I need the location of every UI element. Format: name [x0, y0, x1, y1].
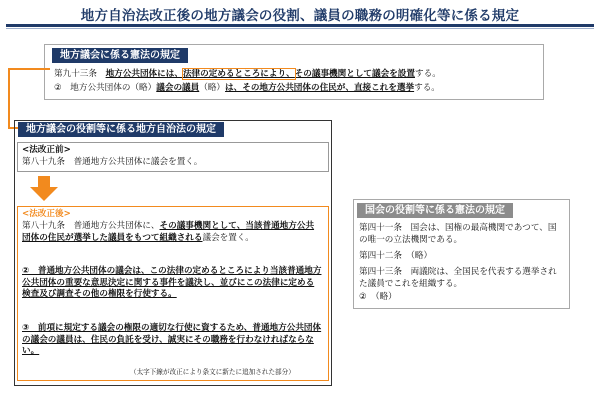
article-89-emphasis: その議事機関として、当該普通地方公共団体の住民が選挙した議員をもつて組織される [22, 221, 315, 243]
article-89-tail: 議会を置く。 [202, 232, 254, 243]
article-93-2-part2: （略） [199, 83, 226, 93]
article-89-3-text: ③ 前項に規定する議会の権限の適切な行使に資するため、普通地方公共団体の議会の議員は、住民の負託を受け、誠実にその職務を行わなければならない。 [22, 323, 322, 357]
article-42-text: 第四十二条 （略） [359, 251, 433, 261]
page-title: 地方自治法改正後の地方議会の役割、議員の職務の明確化等に係る規定 [80, 8, 520, 24]
article-93-2-suffix: する。 [414, 83, 440, 93]
constitution-box-label: 地方議会に係る憲法の規定 [52, 48, 188, 63]
title-divider-thin [6, 28, 594, 29]
article-89-text [22, 221, 322, 244]
article-93-part2-highlight: 法律の定めるところにより、 [182, 69, 295, 79]
article-41-text: 第四十一条 国会は、国権の最高機関であつて、国の唯一の立法機関である。 [359, 223, 557, 245]
article-93-2-part3: は、その地方公共団体の住民が、直接これを選挙 [225, 83, 415, 93]
before-revision-label: <法改正前> [22, 145, 71, 155]
article-89-2-text: ② 普通地方公共団体の議会は、この法律の定めるところにより当該普通地方公共団体の重要な意思決定に関する事件を議決し、並びにこの法律に定める検査及び調査その他の権限を行使する。 [22, 266, 322, 300]
article-93-prefix: 第九十三条 [54, 69, 106, 79]
article-93-2-line [54, 82, 440, 94]
revision-note: （太字下線が改正により条文に新たに追加された部分） [130, 368, 295, 376]
connector-top [8, 68, 50, 70]
local-law-box-label: 地方議会の役割等に係る地方自治法の規定 [18, 122, 224, 137]
title-divider [6, 24, 594, 27]
after-revision-label: <法改正後> [22, 209, 71, 219]
article-43-text: 第四十三条 両議院は、全国民を代表する選挙された議員でこれを組織する。 [359, 267, 557, 289]
before-revision-text: 第八十九条 普通地方公共団体に議会を置く。 [22, 157, 203, 167]
article-93-2-prefix: ② 地方公共団体の（略） [54, 83, 157, 93]
article-43-2-text: ② （略） [359, 292, 397, 302]
article-89-plain: 第八十九条 普通地方公共団体に、 [22, 221, 160, 231]
article-93-2-part1: 議会の議員 [156, 83, 200, 93]
national-diet-box-label: 国会の役割等に係る憲法の規定 [357, 203, 513, 218]
article-93-part3: その議事機関として議会を設置 [294, 69, 415, 79]
article-93-part1: 地方公共団体には、 [105, 69, 183, 79]
connector-vertical [8, 68, 10, 129]
article-93-suffix: する。 [415, 69, 441, 79]
article-93-line [54, 68, 441, 80]
down-arrow-head [30, 187, 58, 201]
